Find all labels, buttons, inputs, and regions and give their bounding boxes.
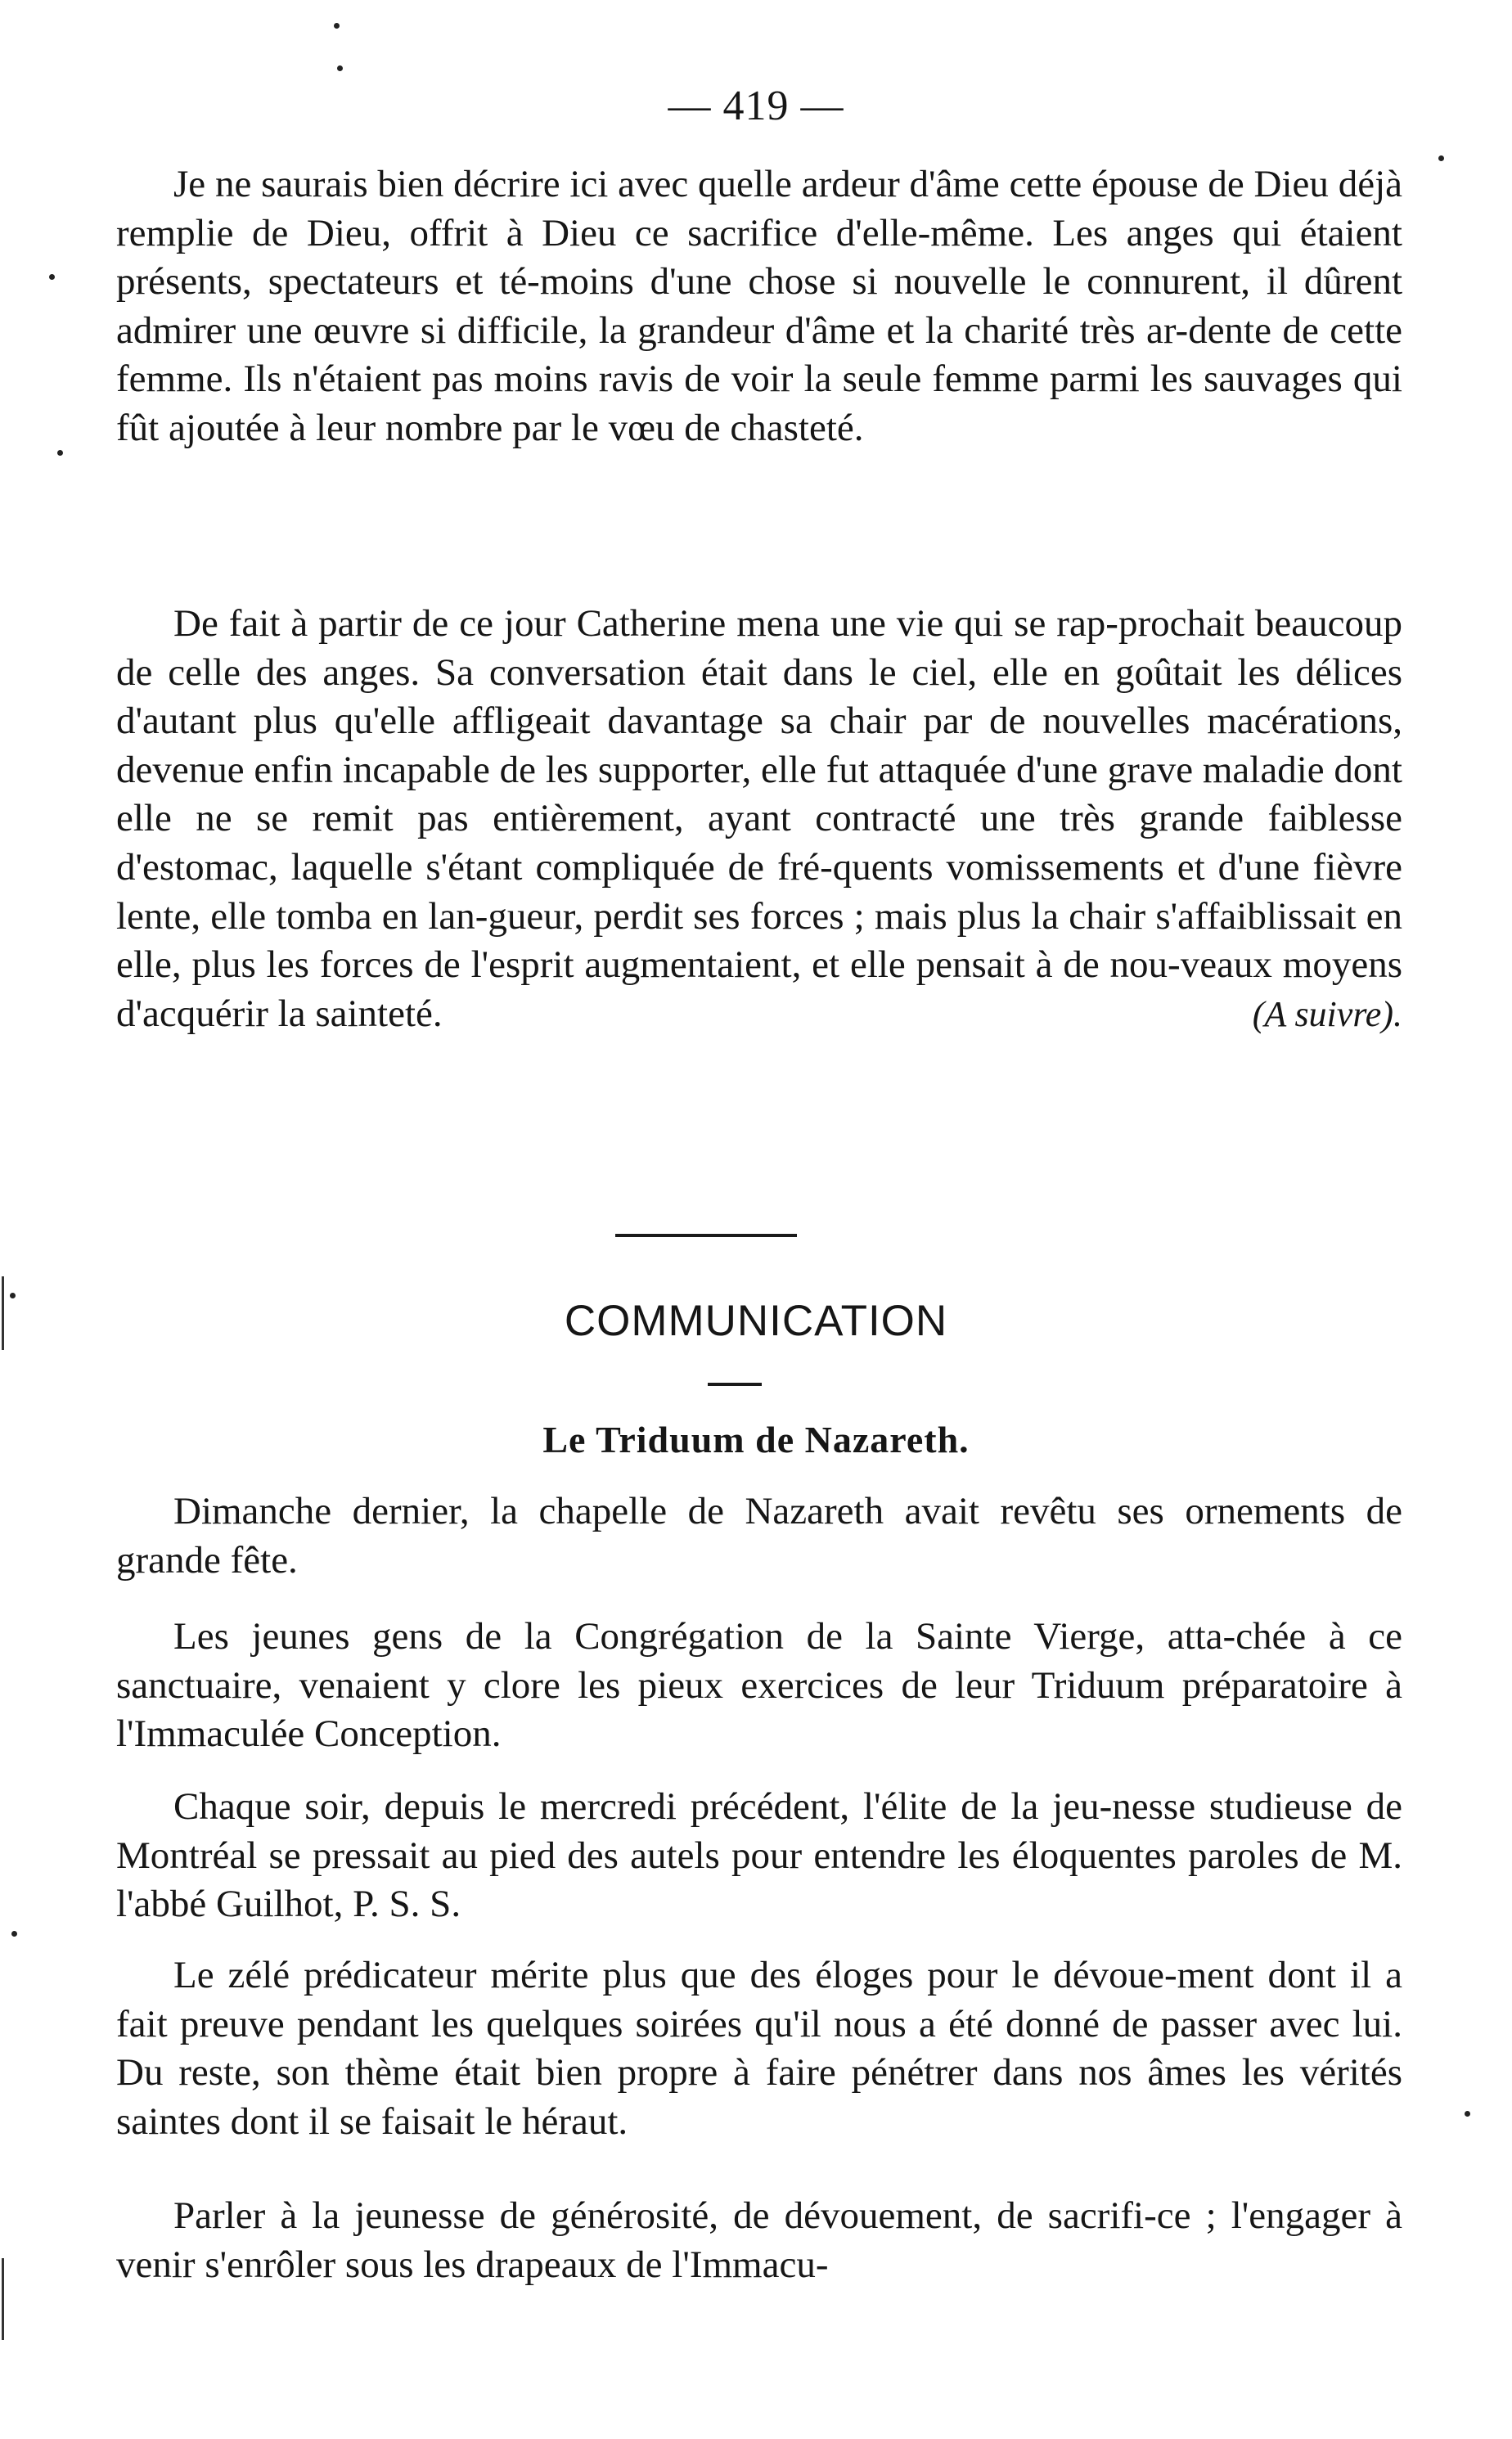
- scan-speck: [11, 1931, 17, 1937]
- section-divider: [615, 1234, 797, 1237]
- scan-speck: [1438, 155, 1444, 161]
- article-paragraph-4: Le zélé prédicateur mérite plus que des éloges pour le dévoue-ment dont il a fait preuve pendant les quelques soirées qu'il nous a été donné de passer avec lui. Du reste, son thème était bien propre à faire pénétrer dans nos âmes les vérités saintes dont il se faisait le héraut.: [116, 1954, 1402, 2143]
- scan-speck: [1465, 2111, 1470, 2117]
- scan-speck: [10, 1293, 16, 1298]
- paragraph-1: Je ne saurais bien décrire ici avec quelle ardeur d'âme cette épouse de Dieu déjà remplie de Dieu, offrit à Dieu ce sacrifice d'elle-même. Les anges qui étaient présents, spectateurs et té-moins d'une chose si nouvelle le connurent, il dûrent admirer une œuvre si difficile, la grandeur d'âme et la charité très ar-dente de cette femme. Ils n'étaient pas moins ravis de voir la seule femme parmi les sauvages qui fût ajoutée à leur nombre par le vœu de chasteté.: [116, 163, 1402, 449]
- article-title: Le Triduum de Nazareth.: [542, 1419, 970, 1460]
- continuation-note: (A suivre).: [1252, 993, 1402, 1034]
- scan-edge-mark: [2, 2258, 4, 2340]
- page-number: — 419 —: [668, 83, 844, 129]
- article-paragraph-3: Chaque soir, depuis le mercredi précédent, l'élite de la jeu-nesse studieuse de Montréal se pressait au pied des autels pour entendre les éloquentes paroles de M. l'abbé Guilhot, P. S. S.: [116, 1785, 1402, 1926]
- paragraph-2-text: De fait à partir de ce jour Catherine mena une vie qui se rap-prochait beaucoup de celle des anges. Sa conversation était dans le ciel, elle en goûtait les délices d'autant plus qu'elle affligeait davantage sa chair par de nouvelles macérations, devenue enfin incapable de les supporter, elle fut attaquée d'une grave maladie dont elle ne se remit pas entièrement, ayant contracté une très grande faiblesse d'estomac, laquelle s'étant compliquée de fré-quents vomissements et d'une fièvre lente, elle tomba en lan-gueur, perdit ses forces ; mais plus la chair s'affaiblissait en elle, plus les forces de l'esprit augmentaient, et elle pensait à de nou-veaux moyens d'acquérir la sainteté.: [116, 602, 1402, 1035]
- article-paragraph-1: Dimanche dernier, la chapelle de Nazareth avait revêtu ses ornements de grande fête.: [116, 1490, 1402, 1582]
- scan-speck: [334, 23, 340, 29]
- scan-speck: [337, 65, 343, 71]
- article-paragraph-5: Parler à la jeunesse de générosité, de dévouement, de sacrifi-ce ; l'engager à venir s'enrôler sous les drapeaux de l'Immacu-: [116, 2194, 1402, 2286]
- paragraph-2: [116, 600, 1402, 1038]
- scan-speck: [49, 274, 55, 280]
- article-paragraph-2: Les jeunes gens de la Congrégation de la Sainte Vierge, atta-chée à ce sanctuaire, venaient y clore les pieux exercices de leur Triduum préparatoire à l'Immaculée Conception.: [116, 1615, 1402, 1756]
- heading-divider: [708, 1383, 762, 1386]
- section-heading: COMMUNICATION: [564, 1297, 948, 1345]
- scan-speck: [57, 450, 63, 456]
- scan-edge-mark: [2, 1276, 4, 1350]
